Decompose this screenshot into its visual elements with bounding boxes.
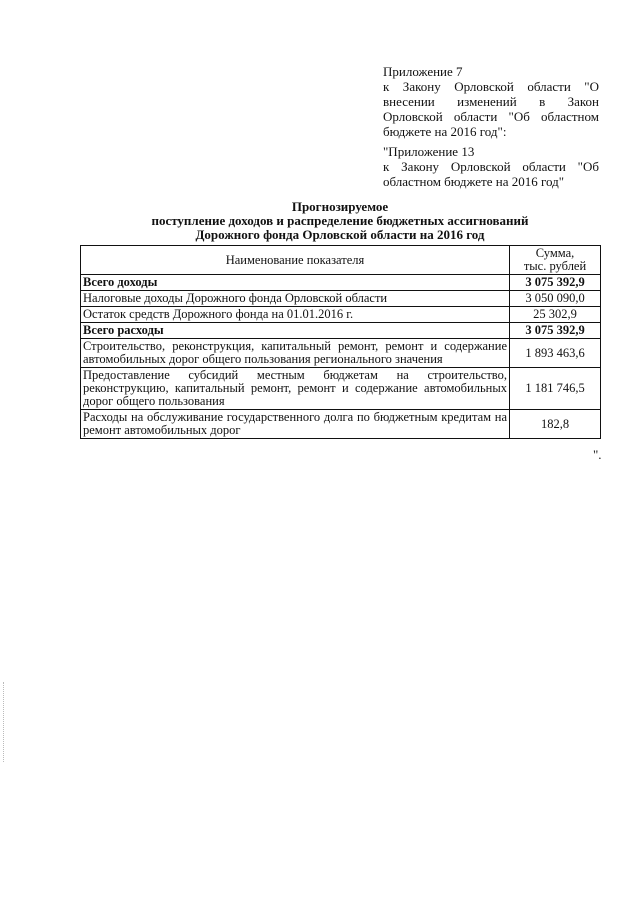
document-title bbox=[80, 200, 600, 242]
title-line-3: Дорожного фонда Орловской области на 2016 год bbox=[195, 227, 485, 242]
scan-margin-marks bbox=[3, 682, 7, 762]
row-value: 1 893 463,6 bbox=[510, 339, 601, 368]
table-row bbox=[81, 275, 601, 291]
annex-13-title: "Приложение 13 bbox=[383, 144, 475, 159]
header-sum-line2: тыс. рублей bbox=[523, 259, 587, 273]
header-sum bbox=[510, 246, 601, 275]
table-row bbox=[81, 323, 601, 339]
row-value: 25 302,9 bbox=[510, 307, 601, 323]
row-name: Всего доходы bbox=[81, 275, 510, 291]
title-line-2: поступление доходов и распределение бюджетных ассигнований bbox=[151, 213, 529, 228]
row-name: Расходы на обслуживание государственного долга по бюджетным кредитам на ремонт автомобильных дорог bbox=[81, 410, 510, 439]
annex-13-text: к Закону Орловской области "Об областном бюджете на 2016 год" bbox=[383, 159, 599, 189]
annex-13-header bbox=[383, 144, 599, 189]
annex-7-title: Приложение 7 bbox=[383, 64, 463, 79]
annex-7-header bbox=[383, 64, 599, 139]
annex-7-text: к Закону Орловской области "О внесении изменений в Закон Орловской области "Об областном бюджете на 2016 год": bbox=[383, 79, 599, 139]
closing-quote: ". bbox=[593, 447, 602, 462]
road-fund-table bbox=[80, 245, 601, 439]
header-sum-line1: Сумма, bbox=[535, 246, 575, 260]
row-value: 3 075 392,9 bbox=[510, 275, 601, 291]
table-row bbox=[81, 307, 601, 323]
table-row bbox=[81, 368, 601, 410]
row-value: 3 050 090,0 bbox=[510, 291, 601, 307]
row-name: Остаток средств Дорожного фонда на 01.01.2016 г. bbox=[81, 307, 510, 323]
table-row bbox=[81, 410, 601, 439]
table-header-row bbox=[81, 246, 601, 275]
row-name: Всего расходы bbox=[81, 323, 510, 339]
table-row bbox=[81, 339, 601, 368]
row-name: Налоговые доходы Дорожного фонда Орловской области bbox=[81, 291, 510, 307]
row-name: Предоставление субсидий местным бюджетам на строительство, реконструкцию, капитальный ремонт, ремонт и содержание автомобильных дорог общего пользования bbox=[81, 368, 510, 410]
row-value: 182,8 bbox=[510, 410, 601, 439]
row-name: Строительство, реконструкция, капитальный ремонт, ремонт и содержание автомобильных дорог общего пользования регионального значения bbox=[81, 339, 510, 368]
table-row bbox=[81, 291, 601, 307]
row-value: 3 075 392,9 bbox=[510, 323, 601, 339]
row-value: 1 181 746,5 bbox=[510, 368, 601, 410]
title-line-1: Прогнозируемое bbox=[291, 199, 389, 214]
header-name: Наименование показателя bbox=[81, 246, 510, 275]
